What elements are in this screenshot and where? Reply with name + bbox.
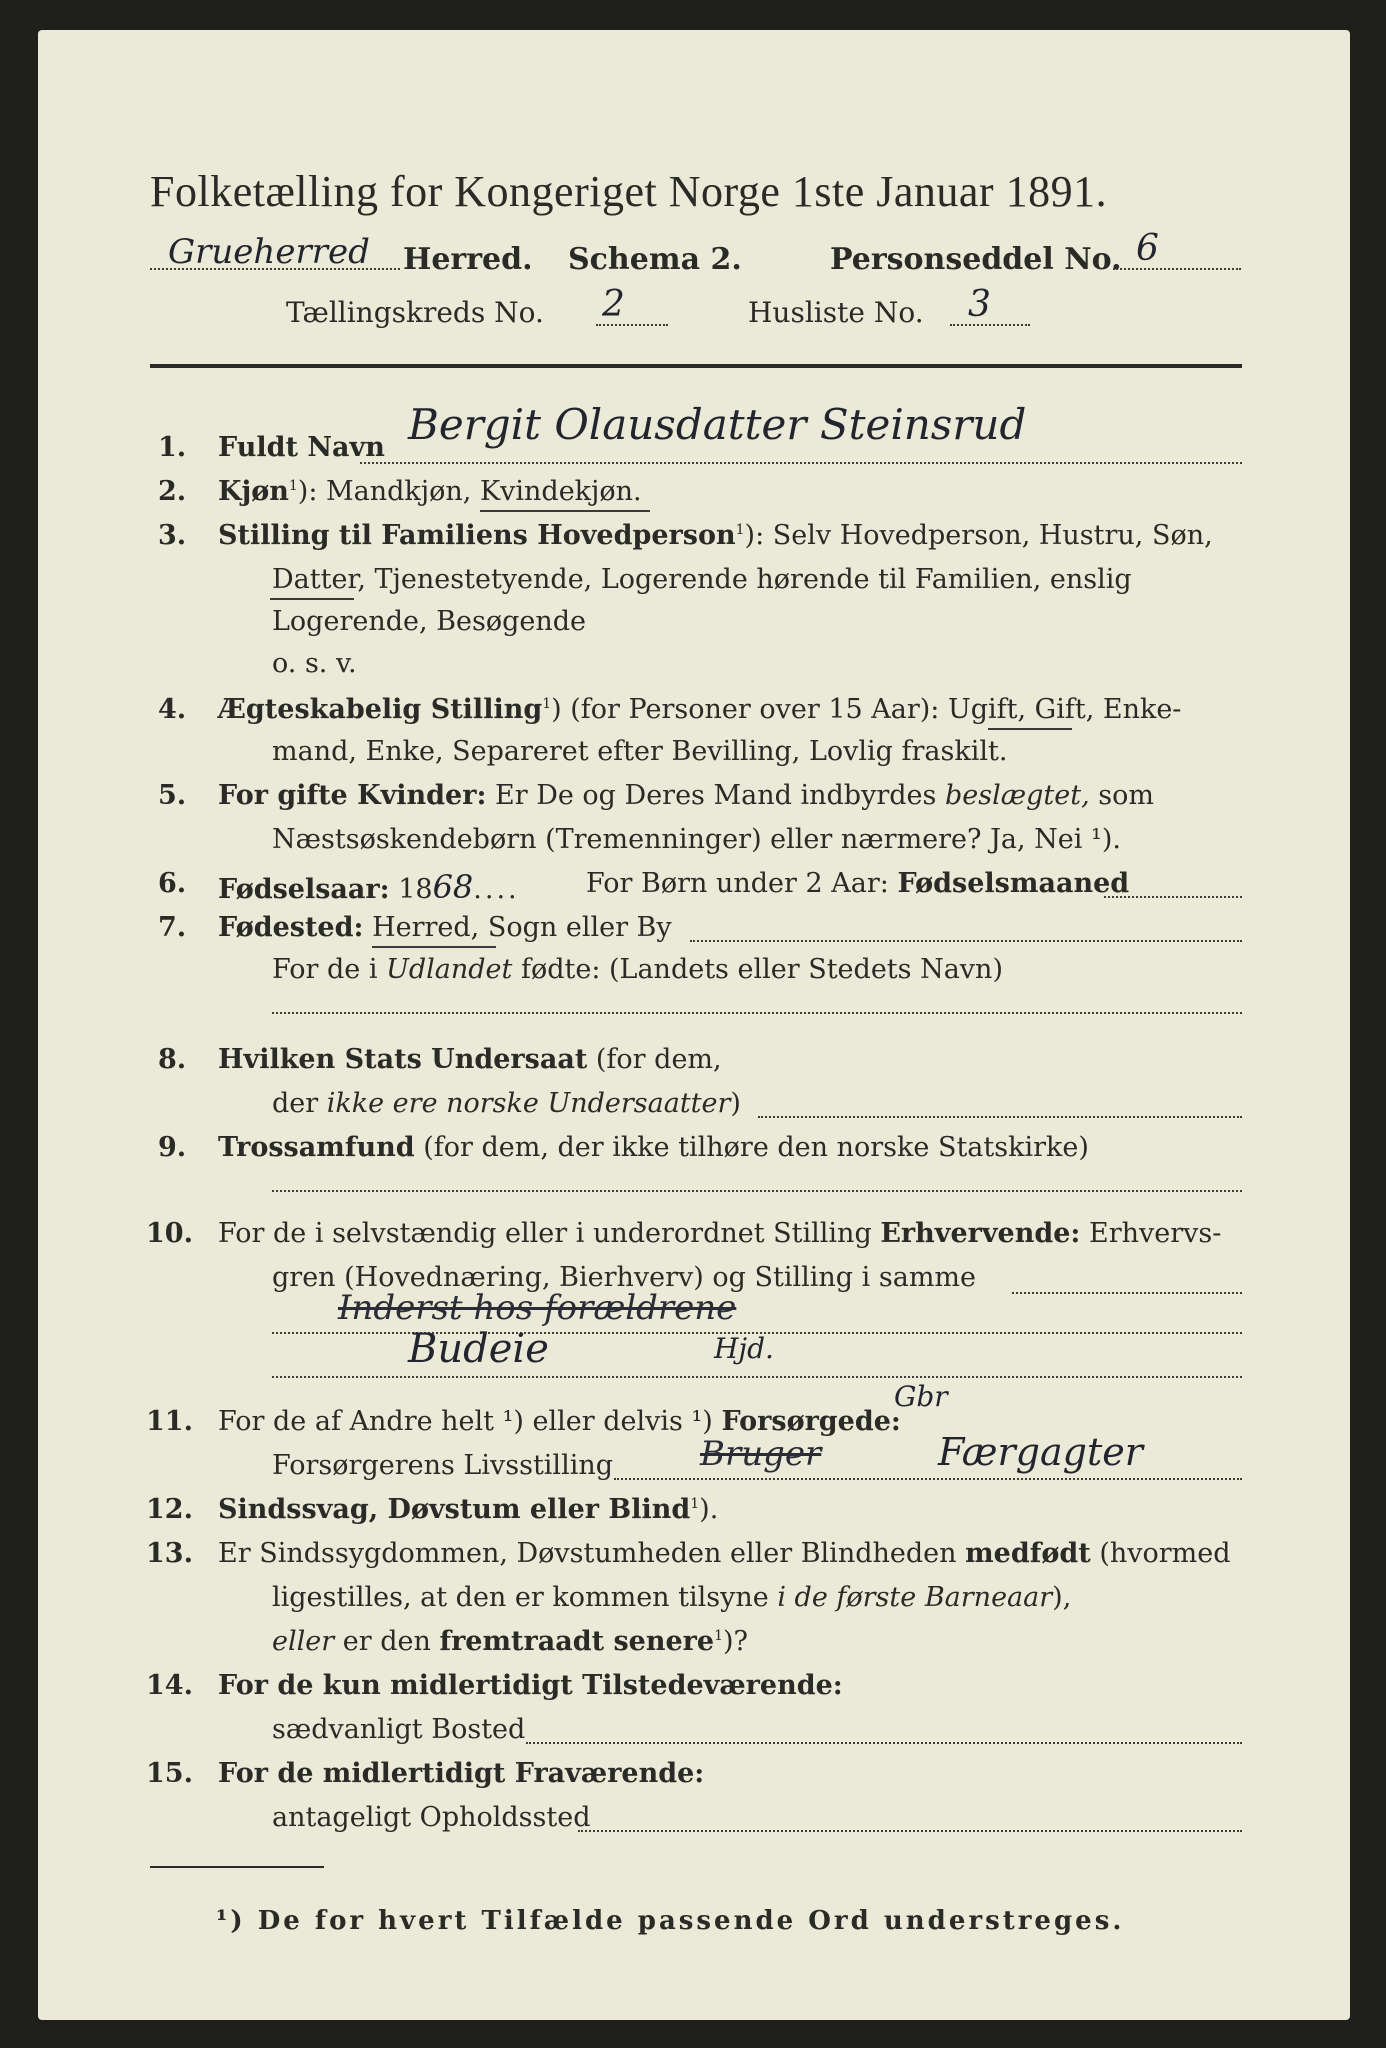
q5-italic: beslægtet, bbox=[944, 780, 1090, 811]
q12-number: 12. bbox=[146, 1494, 193, 1525]
q2-options: ): Mandkjøn, Kvindekjøn. bbox=[297, 476, 642, 507]
husliste-label: Husliste No. bbox=[748, 296, 924, 329]
q13-line3-a: er den bbox=[342, 1626, 431, 1657]
q13-line2-italic: i de første Barneaar bbox=[777, 1582, 1053, 1613]
q13-line1 bbox=[218, 1538, 1231, 1569]
q13-line1-b: medfødt bbox=[965, 1538, 1091, 1569]
q6-line: Fødselsaar: 1868.... bbox=[218, 868, 520, 906]
q6-dotted-line bbox=[1104, 896, 1242, 898]
personseddel-answer: 6 bbox=[1136, 228, 1159, 269]
q15-number: 15. bbox=[146, 1758, 193, 1789]
q2-line bbox=[218, 476, 642, 507]
herred-label: Herred. bbox=[403, 242, 533, 277]
q7-label: Fødested: bbox=[218, 912, 364, 943]
q8-dotted-line bbox=[758, 1116, 1242, 1118]
q9-number: 9. bbox=[158, 1132, 187, 1163]
q14-number: 14. bbox=[146, 1670, 193, 1701]
q13-line3-italic: eller bbox=[272, 1626, 335, 1657]
q9-answer-dotted-line bbox=[272, 1190, 1242, 1192]
q3-line4: o. s. v. bbox=[272, 648, 357, 679]
q7-line2-a: For de i bbox=[272, 954, 378, 985]
q4-line1: Ægteskabelig Stilling$^1$) (for Personer over 15 Aar): Ugift, Gift, Enke- bbox=[218, 694, 1182, 725]
q5-line1-rest: Er De og Deres Mand indbyrdes bbox=[495, 780, 937, 811]
q6-rest-bold: Fødselsmaaned bbox=[897, 868, 1130, 899]
q3-line1-rest: ): Selv Hovedperson, Hustru, Søn, bbox=[744, 520, 1213, 551]
q5-line2: Næstsøskendebørn (Tremenninger) eller nærmere? Ja, Nei ¹). bbox=[272, 824, 1121, 855]
q2-footnote-mark: 1 bbox=[288, 478, 298, 494]
q6-year-answer: 68 bbox=[432, 868, 474, 906]
q3-datter-underline bbox=[270, 598, 354, 600]
q11-struck-answer: Bruger bbox=[700, 1434, 822, 1474]
q8-line2-b: ) bbox=[730, 1088, 741, 1119]
q11-answer-note: Gbr bbox=[894, 1380, 948, 1413]
q12-line: Sindssvag, Døvstum eller Blind$^1$). bbox=[218, 1494, 719, 1525]
q14-label: For de kun midlertidigt Tilstedeværende: bbox=[218, 1670, 843, 1701]
q8-label: Hvilken Stats Undersaat bbox=[218, 1044, 588, 1075]
q10-struck-answer: Inderst hos forældrene bbox=[338, 1288, 737, 1328]
q1-number: 1. bbox=[158, 432, 187, 463]
q10-line2: gren (Hovednæring, Bierhverv) og Stilling i samme bbox=[272, 1262, 977, 1293]
q9-label: Trossamfund bbox=[218, 1132, 415, 1163]
q11-dotted-line bbox=[614, 1478, 1242, 1480]
personseddel-label: Personseddel No. bbox=[830, 242, 1122, 277]
q9-line1-rest: (for dem, der ikke tilhøre den norske Statskirke) bbox=[423, 1132, 1089, 1163]
form-title: Folketælling for Kongeriget Norge 1ste Januar 1891. bbox=[150, 167, 1108, 216]
q5-line1-end: som bbox=[1098, 780, 1154, 811]
census-form-page bbox=[38, 30, 1350, 2020]
footnote-rule bbox=[150, 1866, 324, 1868]
q5-label: For gifte Kvinder: bbox=[218, 780, 487, 811]
q13-number: 13. bbox=[146, 1538, 193, 1569]
q8-number: 8. bbox=[158, 1044, 187, 1075]
header-rule bbox=[150, 364, 1242, 368]
q8-line2 bbox=[272, 1088, 741, 1119]
q11-line1-b: Forsørgede: bbox=[721, 1406, 901, 1437]
q7-dotted-line bbox=[690, 940, 1242, 942]
q7-herred-underline bbox=[372, 946, 496, 948]
q8-line1-rest: (for dem, bbox=[595, 1044, 722, 1075]
q7-line1 bbox=[218, 912, 672, 943]
q9-line1 bbox=[218, 1132, 1089, 1163]
q3-line1: Stilling til Familiens Hovedperson$^1$): Selv Hovedperson, Hustru, Søn, bbox=[218, 520, 1213, 551]
q7-answer-dotted-line bbox=[272, 1012, 1242, 1014]
q14-line2: sædvanligt Bosted bbox=[272, 1714, 526, 1745]
q13-line1-c: (hvormed bbox=[1099, 1538, 1231, 1569]
q1-dotted-line bbox=[360, 462, 1242, 464]
q12-rest: ). bbox=[699, 1494, 719, 1525]
q13-line2-a: ligestilles, at den er kommen tilsyne bbox=[272, 1582, 769, 1613]
kreds-label: Tællingskreds No. bbox=[286, 296, 544, 329]
q10-answer-dotted-line-2 bbox=[272, 1376, 1242, 1378]
q13-line2 bbox=[272, 1582, 1071, 1613]
q10-line2-dotted bbox=[1012, 1292, 1242, 1294]
q7-line2 bbox=[272, 954, 1003, 985]
q6-rest-line bbox=[586, 868, 1129, 899]
q5-number: 5. bbox=[158, 780, 187, 811]
q14-dotted-line bbox=[526, 1742, 1242, 1744]
q7-line2-italic: Udlandet bbox=[386, 954, 513, 985]
q6-number: 6. bbox=[158, 868, 187, 899]
q13-line3-b: fremtraadt senere bbox=[439, 1626, 715, 1657]
q15-label: For de midlertidigt Fraværende: bbox=[218, 1758, 705, 1789]
herred-answer: Grueherred bbox=[168, 232, 370, 272]
q6-prefix: 18 bbox=[398, 874, 433, 905]
q11-line1-a: For de af Andre helt ¹) eller delvis ¹) bbox=[218, 1406, 713, 1437]
q8-line2-italic: ikke ere norske Undersaatter bbox=[326, 1088, 731, 1119]
q11-line2: Forsørgerens Livsstilling bbox=[272, 1450, 614, 1481]
q2-number: 2. bbox=[158, 476, 187, 507]
q5-line1 bbox=[218, 780, 1154, 811]
q4-ugift-underline bbox=[988, 728, 1072, 730]
q2-label: Kjøn bbox=[218, 476, 289, 507]
q10-answer-note: Hjd. bbox=[714, 1332, 774, 1365]
q10-line1-a: For de i selvstændig eller i underordnet Stilling bbox=[218, 1218, 872, 1249]
q4-line2: mand, Enke, Separeret efter Bevilling, Lovlig fraskilt. bbox=[272, 736, 1008, 767]
husliste-answer: 3 bbox=[968, 284, 991, 325]
q7-number: 7. bbox=[158, 912, 187, 943]
q8-line1 bbox=[218, 1044, 722, 1075]
q3-label: Stilling til Familiens Hovedperson bbox=[218, 520, 736, 551]
q3-number: 3. bbox=[158, 520, 187, 551]
q6-label: Fødselsaar: bbox=[218, 874, 390, 905]
q4-label: Ægteskabelig Stilling bbox=[218, 694, 543, 725]
q11-answer: Færgagter bbox=[938, 1430, 1143, 1474]
personseddel-dotted-line bbox=[1113, 268, 1241, 270]
footnote-text: ¹) De for hvert Tilfælde passende Ord understreges. bbox=[216, 1906, 1125, 1936]
q10-line1 bbox=[218, 1218, 1221, 1249]
q8-line2-a: der bbox=[272, 1088, 319, 1119]
q13-line3: eller er den fremtraadt senere$^1$)? bbox=[272, 1626, 749, 1657]
q7-line1-rest: Herred, Sogn eller By bbox=[372, 912, 672, 943]
q10-answer: Budeie bbox=[408, 1326, 549, 1372]
q4-line1-rest: ) (for Personer over 15 Aar): Ugift, Gift, Enke- bbox=[551, 694, 1182, 725]
q13-line1-a: Er Sindssygdommen, Døvstumheden eller Blindheden bbox=[218, 1538, 957, 1569]
q6-rest: For Børn under 2 Aar: bbox=[586, 868, 889, 899]
q3-line2: Datter, Tjenestetyende, Logerende hørende til Familien, enslig bbox=[272, 564, 1132, 595]
q15-dotted-line bbox=[578, 1830, 1242, 1832]
kreds-answer: 2 bbox=[602, 284, 625, 325]
q15-line2: antageligt Opholdssted bbox=[272, 1802, 591, 1833]
q10-number: 10. bbox=[146, 1218, 193, 1249]
q11-line1 bbox=[218, 1406, 901, 1437]
q1-label: Fuldt Navn bbox=[218, 432, 385, 463]
q10-line1-c: Erhvervs- bbox=[1089, 1218, 1222, 1249]
q13-line2-b: ), bbox=[1052, 1582, 1072, 1613]
q3-line3: Logerende, Besøgende bbox=[272, 606, 586, 637]
q11-number: 11. bbox=[146, 1406, 193, 1437]
q13-line3-c: )? bbox=[723, 1626, 749, 1657]
schema-label: Schema 2. bbox=[568, 242, 742, 277]
q4-number: 4. bbox=[158, 694, 187, 725]
q7-line2-b: fødte: (Landets eller Stedets Navn) bbox=[520, 954, 1003, 985]
q1-name-answer: Bergit Olausdatter Steinsrud bbox=[408, 400, 1027, 449]
q10-line1-b: Erhvervende: bbox=[880, 1218, 1081, 1249]
q12-label: Sindssvag, Døvstum eller Blind bbox=[218, 1494, 691, 1525]
q2-kvindekjon-underline bbox=[480, 510, 650, 512]
